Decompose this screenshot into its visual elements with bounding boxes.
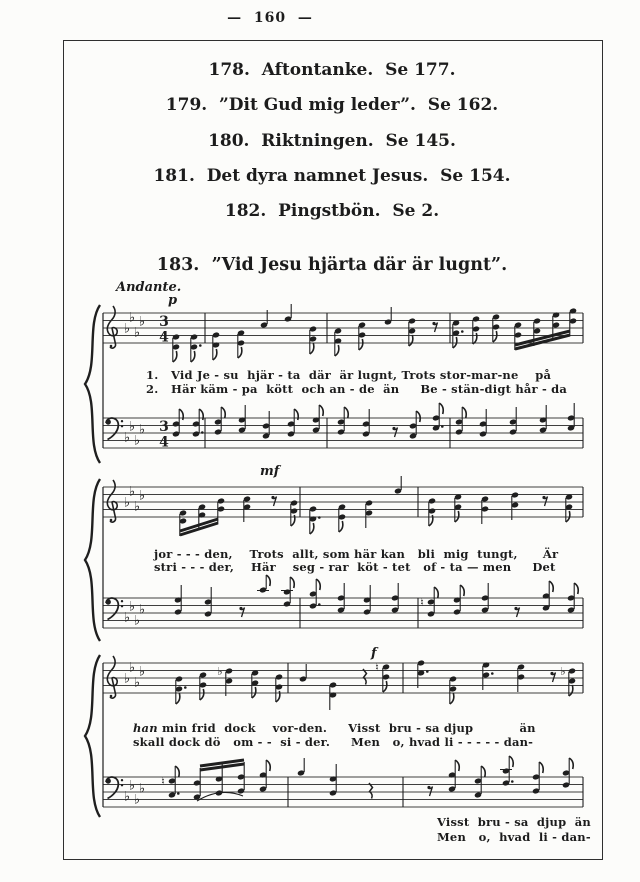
svg-text:♭: ♭ bbox=[138, 664, 146, 680]
svg-text:♭: ♭ bbox=[138, 781, 146, 797]
svg-text:♭: ♭ bbox=[128, 484, 136, 500]
svg-text:♮: ♮ bbox=[161, 775, 165, 788]
svg-text:4: 4 bbox=[159, 329, 169, 346]
svg-text:♭: ♭ bbox=[217, 665, 223, 678]
svg-text:♭: ♭ bbox=[123, 671, 131, 687]
index-entry-182: 182. Pingstbön. Se 2. bbox=[224, 201, 440, 221]
svg-text:♭: ♭ bbox=[123, 321, 131, 337]
svg-text:♭: ♭ bbox=[138, 602, 146, 618]
svg-text:♭: ♭ bbox=[133, 613, 141, 629]
svg-text:♭: ♭ bbox=[123, 610, 131, 626]
svg-text:♭: ♭ bbox=[128, 599, 136, 615]
footer-refrain-line2: Men o, hvad li - dan- bbox=[437, 830, 591, 844]
svg-text:♭: ♭ bbox=[123, 430, 131, 446]
svg-text:♭: ♭ bbox=[138, 488, 146, 504]
lyric-line-verse1-system3 bbox=[133, 721, 536, 735]
svg-text:♭: ♭ bbox=[133, 499, 141, 515]
lyric-line-verse2-system1: 2. Här käm - pa kött och an - de än Be - stän-digt hår - da bbox=[146, 382, 568, 396]
svg-text:♭: ♭ bbox=[123, 495, 131, 511]
svg-text:♭: ♭ bbox=[133, 792, 141, 808]
svg-text:4: 4 bbox=[159, 434, 169, 451]
page-number: — 160 — bbox=[227, 10, 313, 26]
svg-text:♮: ♮ bbox=[375, 661, 379, 674]
svg-text:♭: ♭ bbox=[560, 665, 566, 678]
lyric-line-verse1-system1: 1. Vid Je - su hjär - ta där är lugnt, Trots stor-mar-ne på bbox=[146, 368, 552, 382]
index-entry-181: 181. Det dyra namnet Jesus. Se 154. bbox=[153, 166, 511, 186]
svg-text:♮: ♮ bbox=[420, 596, 424, 609]
svg-text:3: 3 bbox=[159, 419, 169, 435]
dynamic-marking-p: p bbox=[168, 293, 178, 308]
svg-text:♭: ♭ bbox=[128, 419, 136, 435]
dynamic-marking-mf: mf bbox=[260, 464, 280, 479]
lyric-italic-word: han bbox=[133, 721, 158, 735]
index-entry-179: 179. ”Dit Gud mig leder”. Se 162. bbox=[165, 95, 499, 115]
svg-text:♭: ♭ bbox=[128, 660, 136, 676]
svg-text:♭: ♭ bbox=[133, 675, 141, 691]
index-entry-178: 178. Aftontanke. Se 177. bbox=[208, 60, 456, 80]
lyric-line-verse2-system2: stri - - - der, Här seg - rar köt - tet of - ta — men Det bbox=[154, 560, 556, 574]
index-entry-180: 180. Riktningen. Se 145. bbox=[208, 131, 456, 151]
footer-refrain-line1: Visst bru - sa djup än bbox=[437, 815, 591, 829]
svg-text:♭: ♭ bbox=[138, 422, 146, 438]
lyric-rest: min frid dock vor-den. Visst bru - sa djup än bbox=[157, 721, 536, 735]
svg-text:♭: ♭ bbox=[128, 310, 136, 326]
svg-text:♭: ♭ bbox=[128, 778, 136, 794]
svg-text:♭: ♭ bbox=[123, 789, 131, 805]
svg-text:♭: ♭ bbox=[133, 433, 141, 449]
hymn-title: 183. ”Vid Jesu hjärta där är lugnt”. bbox=[156, 255, 508, 275]
lyric-line-verse1-system2: jor - - - den, Trots allt, som här kan bli mig tungt, Är bbox=[154, 547, 559, 561]
dynamic-marking-f: f bbox=[371, 646, 377, 661]
tempo-marking: Andante. bbox=[116, 280, 182, 295]
lyric-line-verse2-system3: skall dock dö om - - si - der. Men o, hvad li - - - - - dan- bbox=[133, 735, 534, 749]
svg-text:♭: ♭ bbox=[133, 325, 141, 341]
svg-text:3: 3 bbox=[159, 314, 169, 330]
svg-text:♭: ♭ bbox=[138, 314, 146, 330]
